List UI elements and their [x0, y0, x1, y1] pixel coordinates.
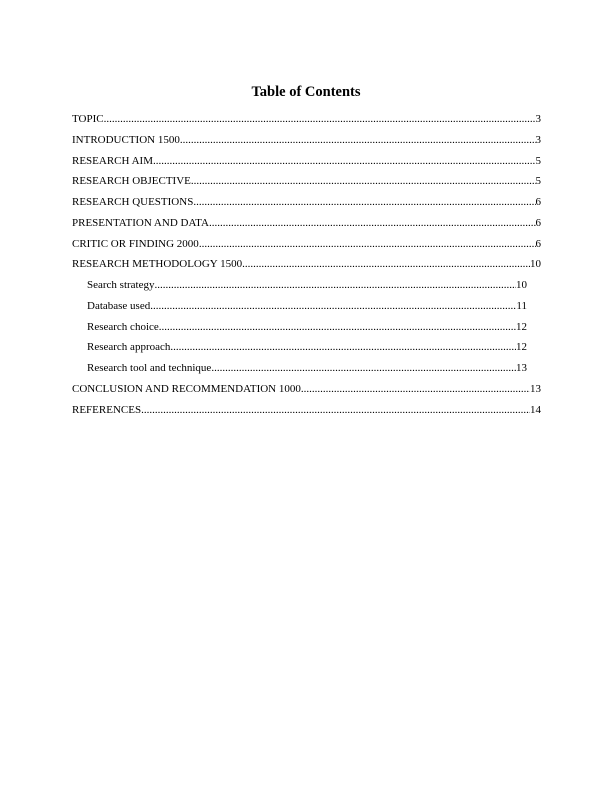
toc-page-number: 13 — [516, 362, 527, 374]
dot-leader — [211, 361, 516, 375]
toc-entry-label: RESEARCH QUESTIONS — [72, 196, 194, 208]
dot-leader — [150, 299, 516, 313]
toc-entry-critic-or-finding[interactable] — [72, 237, 541, 258]
dot-leader — [104, 112, 536, 126]
dot-leader — [153, 154, 536, 168]
dot-leader — [141, 403, 530, 417]
dot-leader — [301, 382, 530, 396]
toc-entry-database-used[interactable] — [87, 299, 527, 320]
toc-page-number: 6 — [535, 196, 541, 208]
toc-page-number: 10 — [530, 258, 541, 271]
toc-entry-label: Research tool and technique — [87, 362, 212, 374]
dot-leader — [209, 216, 536, 230]
dot-leader — [242, 257, 530, 271]
toc-list — [72, 112, 541, 423]
toc-entry-introduction[interactable] — [72, 133, 541, 154]
toc-entry-conclusion-and-recommendation[interactable] — [72, 382, 541, 403]
toc-page-number: 10 — [516, 279, 527, 291]
toc-entry-research-choice[interactable] — [87, 320, 527, 341]
toc-entry-research-methodology[interactable] — [72, 257, 541, 278]
dot-leader — [159, 320, 516, 334]
toc-page-number: 5 — [535, 175, 541, 188]
toc-entry-label: RESEARCH METHODOLOGY 1500 — [72, 258, 243, 271]
toc-entry-label: TOPIC — [72, 113, 104, 125]
page-title: Table of Contents — [251, 84, 361, 100]
dot-leader — [170, 340, 516, 354]
toc-entry-topic[interactable] — [72, 112, 541, 133]
toc-entry-label: INTRODUCTION 1500 — [72, 133, 180, 146]
toc-page-number: 3 — [535, 113, 541, 125]
toc-page-number: 6 — [535, 237, 541, 250]
toc-entry-label: CRITIC OR FINDING 2000 — [72, 237, 199, 250]
toc-entry-research-objective[interactable] — [72, 174, 541, 195]
toc-page-number: 12 — [516, 320, 527, 333]
toc-entry-research-tool-and-technique[interactable] — [87, 361, 527, 382]
toc-page-number: 13 — [530, 382, 541, 395]
toc-entry-label: RESEARCH AIM — [72, 154, 153, 167]
toc-page-number: 5 — [535, 154, 541, 167]
toc-entry-label: REFERENCES — [72, 403, 142, 416]
dot-leader — [193, 195, 535, 209]
toc-page-number: 14 — [530, 403, 541, 416]
toc-entry-label: PRESENTATION AND DATA — [72, 216, 209, 229]
toc-entry-references[interactable] — [72, 403, 541, 424]
toc-page-number: 12 — [516, 341, 527, 354]
toc-entry-label: Research choice — [87, 320, 159, 333]
toc-entry-search-strategy[interactable] — [87, 278, 527, 299]
toc-entry-label: Research approach — [87, 341, 171, 354]
toc-entry-label: RESEARCH OBJECTIVE — [72, 175, 191, 188]
toc-entry-label: CONCLUSION AND RECOMMENDATION 1000 — [72, 382, 301, 395]
toc-page-number: 6 — [535, 216, 541, 229]
dot-leader — [155, 278, 517, 292]
toc-entry-research-approach[interactable] — [87, 340, 527, 361]
toc-entry-research-questions[interactable] — [72, 195, 541, 216]
toc-entry-label: Search strategy — [87, 279, 155, 291]
toc-page-number: 11 — [516, 299, 527, 312]
dot-leader — [191, 174, 536, 188]
dot-leader — [180, 133, 536, 147]
toc-entry-research-aim[interactable] — [72, 154, 541, 175]
dot-leader — [199, 237, 536, 251]
toc-entry-label: Database used — [87, 299, 151, 312]
toc-entry-presentation-and-data[interactable] — [72, 216, 541, 237]
toc-page-number: 3 — [535, 133, 541, 146]
